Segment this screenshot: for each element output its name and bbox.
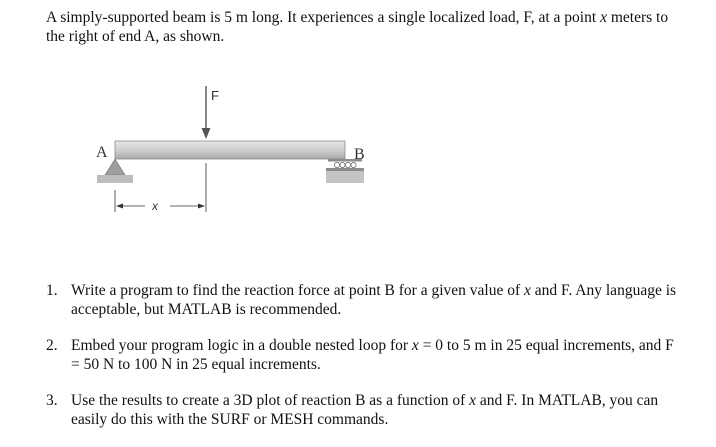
- task-number: 2.: [46, 337, 58, 354]
- task-item: [46, 391, 686, 429]
- task-text: [71, 336, 686, 374]
- task-item: [46, 336, 686, 374]
- task-var-x: x: [469, 392, 477, 409]
- problem-intro: [46, 8, 686, 46]
- task-list: [46, 281, 686, 446]
- force-arrow-head: [202, 128, 211, 139]
- task-text-part: Use the results to create a 3D plot of reaction B as a function of: [71, 392, 470, 409]
- task-text: [71, 281, 686, 319]
- label-b: B: [354, 146, 365, 163]
- roller-wheels-b: [334, 162, 356, 167]
- task-text-part: = 0 to 5 m in 25 equal increments, and F = 50 N to 100 N in 25 equal increments.: [71, 337, 674, 373]
- task-text-part: Embed your program logic in a double nested loop for: [71, 337, 412, 354]
- intro-var-x: x: [600, 9, 607, 26]
- beam: [115, 141, 345, 159]
- task-var-x: x: [411, 337, 419, 354]
- task-var-x: x: [524, 282, 531, 299]
- task-number: 3.: [46, 392, 58, 409]
- task-text-part: and F. In MATLAB, you can easily do this with the SURF or MESH commands.: [71, 392, 659, 428]
- intro-text-1: A simply-supported beam is 5 m long. It experiences a single localized load, F, at a point: [46, 9, 601, 26]
- ground-a: [97, 175, 133, 183]
- intro-text-2: meters to the right of end A, as shown.: [46, 9, 669, 45]
- task-text: [71, 391, 686, 429]
- dimension-arrow-right: [198, 204, 205, 209]
- pin-support-a: [105, 159, 125, 175]
- ground-b: [326, 171, 364, 183]
- beam-diagram: [88, 82, 378, 217]
- task-item: [46, 281, 686, 319]
- label-a: A: [96, 144, 108, 161]
- label-x: x: [152, 199, 158, 213]
- beam-diagram-svg: [88, 82, 378, 217]
- dimension-arrow-left: [116, 204, 123, 209]
- roller-base-b: [326, 168, 364, 171]
- task-text-part: and F. Any language is acceptable, but MATLAB is recommended.: [71, 282, 677, 318]
- task-text-part: Write a program to find the reaction force at point B for a given value of: [71, 282, 525, 299]
- task-number: 1.: [46, 282, 58, 299]
- label-f: F: [211, 88, 219, 103]
